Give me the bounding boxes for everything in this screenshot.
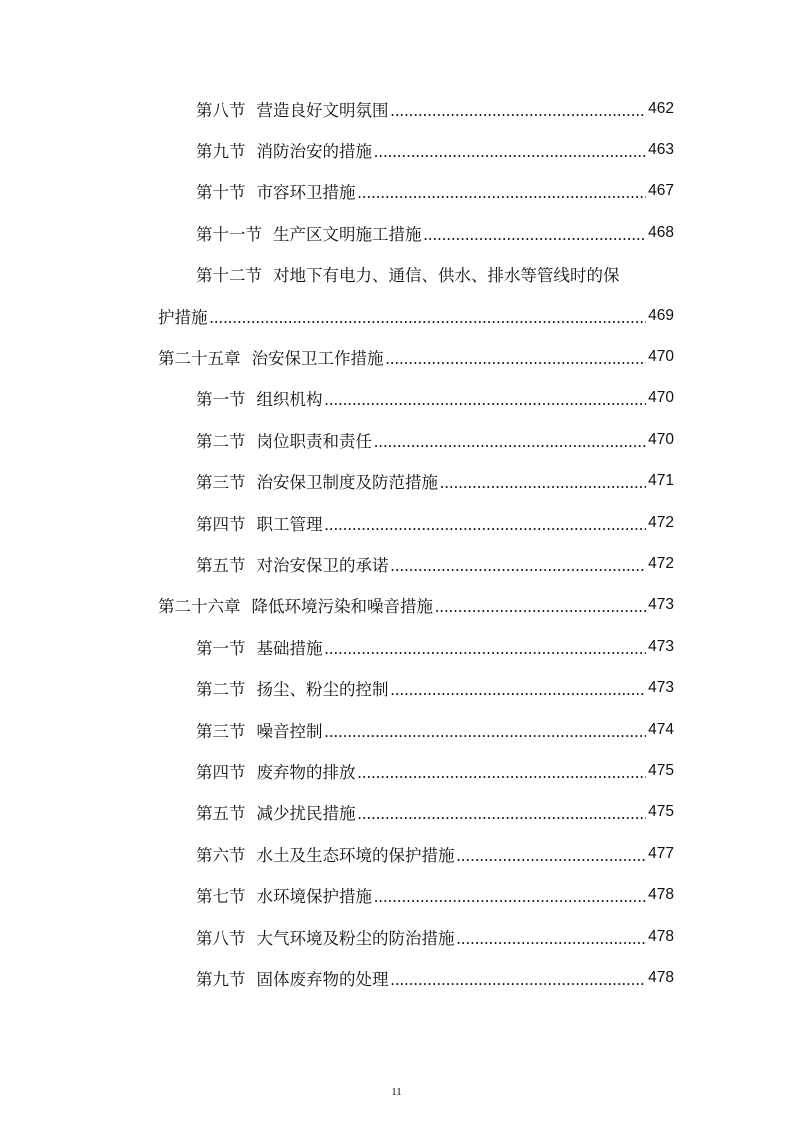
toc-entry-page: 472 (648, 513, 674, 531)
toc-entry-page: 470 (648, 389, 674, 407)
toc-entry-label: 第六节 (196, 845, 246, 865)
toc-entry-title: 治安保卫工作措施 (251, 349, 384, 369)
toc-entry-title: 大气环境及粉尘的防治措施 (256, 928, 455, 948)
toc-entry-page: 469 (648, 306, 674, 324)
dot-leader (386, 349, 647, 369)
toc-entry-label: 第四节 (196, 762, 246, 782)
toc-entry-page: 473 (648, 637, 674, 655)
toc-entry-page: 467 (648, 182, 674, 200)
toc-entry-page: 468 (648, 223, 674, 241)
toc-entry-label: 第十节 (196, 183, 246, 203)
toc-entry-label: 第二十五章 (158, 349, 241, 369)
dot-leader (358, 804, 647, 824)
toc-entry-page: 473 (648, 596, 674, 614)
toc-entry-title: 水土及生态环境的保护措施 (256, 845, 455, 865)
toc-entry[interactable] (0, 750, 793, 791)
dot-leader (391, 101, 647, 121)
dot-leader (358, 763, 647, 783)
toc-entry[interactable] (0, 709, 793, 750)
toc-entry-title: 噪音控制 (256, 721, 323, 741)
dot-leader (358, 183, 647, 203)
toc-entry[interactable] (0, 667, 793, 708)
toc-entry-page: 470 (648, 430, 674, 448)
dot-leader (325, 390, 647, 410)
toc-entry[interactable] (0, 171, 793, 212)
toc-entry-page: 477 (648, 844, 674, 862)
dot-leader (424, 225, 647, 245)
dot-leader (325, 722, 647, 742)
toc-entry-page: 474 (648, 720, 674, 738)
toc-entry-label: 第一节 (196, 638, 246, 658)
toc-entry[interactable] (0, 626, 793, 667)
dot-leader (391, 970, 647, 990)
dot-leader (325, 639, 647, 659)
toc-chapter[interactable] (0, 585, 793, 626)
toc-entry-label: 第三节 (196, 721, 246, 741)
toc-entry-page: 472 (648, 554, 674, 572)
toc-entry-page: 478 (648, 927, 674, 945)
dot-leader (457, 846, 647, 866)
toc-entry-title: 组织机构 (256, 390, 323, 410)
toc-entry[interactable] (0, 502, 793, 543)
dot-leader (374, 142, 646, 162)
toc-entry-label: 第五节 (196, 555, 246, 575)
toc-entry-title: 降低环境污染和噪音措施 (251, 597, 433, 617)
toc-entry-title: 护措施 (158, 307, 208, 327)
toc-entry-label: 第二十六章 (158, 597, 241, 617)
toc-entry-title: 基础措施 (256, 638, 323, 658)
toc-entry[interactable] (0, 378, 793, 419)
toc-entry-page: 463 (648, 141, 674, 159)
toc-entry[interactable] (0, 543, 793, 584)
dot-leader (440, 473, 646, 493)
toc-entry-label: 第十二节 (196, 266, 262, 286)
toc-entry-label: 第七节 (196, 887, 246, 907)
toc-entry-title: 减少扰民措施 (256, 804, 356, 824)
toc-entry[interactable] (0, 833, 793, 874)
dot-leader (435, 597, 646, 617)
toc-entry-title: 职工管理 (256, 514, 323, 534)
toc-entry-label: 第八节 (196, 928, 246, 948)
toc-entry-title: 扬尘、粉尘的控制 (256, 680, 389, 700)
toc-entry-label: 第一节 (196, 390, 246, 410)
toc-entry-label: 第九节 (196, 969, 246, 989)
toc-entry-title: 固体废弃物的处理 (256, 969, 389, 989)
toc-entry[interactable] (0, 874, 793, 915)
toc-entry-label: 第二节 (196, 680, 246, 700)
dot-leader (391, 556, 647, 576)
toc-entry-title: 市容环卫措施 (256, 183, 356, 203)
toc-entry-page: 475 (648, 803, 674, 821)
dot-leader (374, 887, 646, 907)
toc-entry[interactable] (0, 129, 793, 170)
toc-entry-page: 473 (648, 679, 674, 697)
toc-entry-label: 第九节 (196, 142, 246, 162)
toc-entry-label: 第十一节 (196, 224, 262, 244)
toc-entry-title: 消防治安的措施 (256, 142, 372, 162)
toc-entry-title: 水环境保护措施 (256, 887, 372, 907)
toc-entry[interactable] (0, 419, 793, 460)
page-number: 11 (391, 1086, 402, 1098)
toc-entry-title: 对地下有电力、通信、供水、排水等管线时的保 (273, 266, 620, 286)
toc-entry-title: 对治安保卫的承诺 (256, 555, 389, 575)
toc-entry-label: 第八节 (196, 100, 246, 120)
dot-leader (210, 308, 647, 328)
toc-entry-title: 营造良好文明氛围 (256, 100, 389, 120)
toc-entry[interactable] (0, 461, 793, 502)
toc-entry[interactable] (0, 254, 793, 295)
dot-leader (325, 515, 647, 535)
toc-entry-label: 第四节 (196, 514, 246, 534)
toc-entry-title: 废弃物的排放 (256, 762, 356, 782)
toc-chapter[interactable] (0, 336, 793, 377)
toc-entry-label: 第五节 (196, 804, 246, 824)
toc-entry[interactable] (0, 88, 793, 129)
toc-entry[interactable] (0, 957, 793, 998)
toc-entry-page: 471 (648, 472, 674, 490)
toc-entry-page: 470 (648, 348, 674, 366)
table-of-contents (0, 88, 793, 999)
dot-leader (391, 680, 647, 700)
toc-entry-title: 岗位职责和责任 (256, 431, 372, 451)
toc-entry-page: 478 (648, 968, 674, 986)
toc-entry-continuation[interactable] (0, 295, 793, 336)
toc-entry-label: 第三节 (196, 473, 246, 493)
dot-leader (374, 432, 646, 452)
toc-entry-title: 治安保卫制度及防范措施 (256, 473, 438, 493)
toc-entry-title: 生产区文明施工措施 (273, 224, 422, 244)
toc-entry[interactable] (0, 916, 793, 957)
toc-entry-label: 第二节 (196, 431, 246, 451)
toc-entry[interactable] (0, 212, 793, 253)
toc-entry[interactable] (0, 792, 793, 833)
toc-entry-page: 478 (648, 886, 674, 904)
toc-entry-page: 475 (648, 761, 674, 779)
toc-entry-page: 462 (648, 99, 674, 117)
dot-leader (457, 929, 647, 949)
